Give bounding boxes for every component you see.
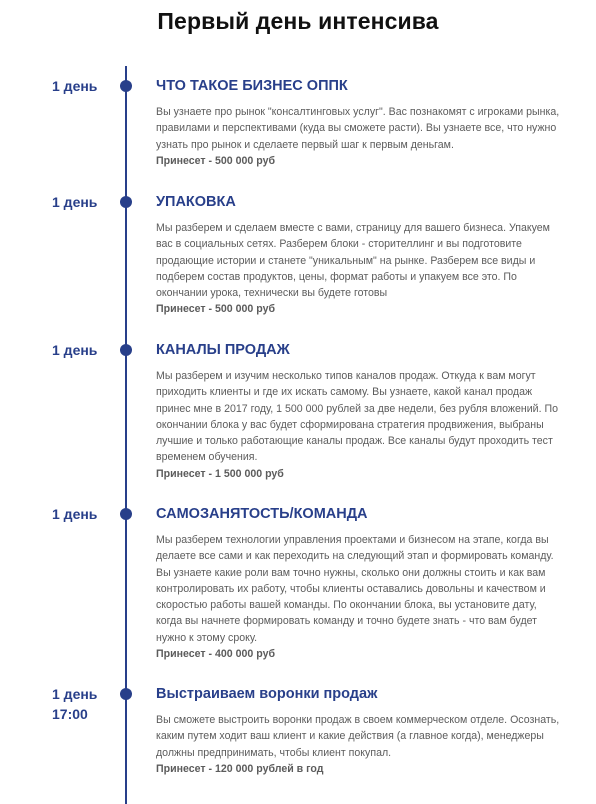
block-description: Вы сможете выстроить воронки продаж в своем коммерческом отделе. Осознать, каким путем ходит ваш клиент и какие действия (а главное когда), менеджеры должны предпринимать, чтобы клиент покупал. xyxy=(156,714,560,759)
block-profit: Принесет - 500 000 руб xyxy=(156,303,275,316)
timeline-dot xyxy=(120,196,132,208)
block-description: Мы разберем и сделаем вместе с вами, страницу для вашего бизнеса. Упакуем вас в социальных сетях. Разберем блоки - сторителлинг и вы подготовите продающие истории и станете "уникальным" на рынке. Разберем все виды и подберем состав продуктов, цены, формат работы и упакуем все это. По окончании урока, технически вы будете готовы xyxy=(156,222,550,300)
timeline-dot xyxy=(120,344,132,356)
timeline-dot xyxy=(120,508,132,520)
timeline-dot xyxy=(120,80,132,92)
block-profit: Принесет - 120 000 рублей в год xyxy=(156,762,324,775)
timeline-day-label: 1 день xyxy=(52,506,98,522)
block-description: Мы разберем и изучим несколько типов каналов продаж. Откуда к вам могут приходить клиенты и где их искать самому. Вы узнаете, какой канал продаж принес мне в 2017 году, 1 500 000 рублей за две недели, без рубля вложений. По окончании блока у вас будет сформирована стратегия продвижения, выбраны лучшие и только работающие каналы продаж. Все каналы будут проходить тест временем обучения. xyxy=(156,370,558,464)
page-title: Первый день интенсива xyxy=(157,8,439,34)
timeline-content xyxy=(156,684,564,777)
block-heading: УПАКОВКА xyxy=(156,194,236,210)
timeline-day-label: 1 день xyxy=(52,342,98,358)
block-profit: Принесет - 400 000 руб xyxy=(156,648,275,661)
block-description: Мы разберем технологии управления проектами и бизнесом на этапе, когда вы делаете все сами и как переходить на следующий этап и формировать команду. Вы узнаете какие роли вам точно нужны, сколько они должны стоить и как вам контролировать их работу, чтобы клиенты оставались довольны и качеством и скоростью работы вашей команды. По окончании блока, вы установите дату, когда вы начнете формировать команду и точно будете знать - что вам будет нужно к этому сроку. xyxy=(156,534,554,644)
timeline-content xyxy=(156,192,564,318)
block-profit: Принесет - 1 500 000 руб xyxy=(156,467,284,480)
block-heading: КАНАЛЫ ПРОДАЖ xyxy=(156,342,290,358)
block-profit: Принесет - 500 000 руб xyxy=(156,154,275,167)
timeline-day-label: 1 день xyxy=(52,78,98,94)
block-heading: САМОЗАНЯТОСТЬ/КОМАНДА xyxy=(156,506,368,522)
timeline-content xyxy=(156,76,564,169)
timeline-dot xyxy=(120,688,132,700)
block-heading: ЧТО ТАКОЕ БИЗНЕС ОППК xyxy=(156,78,348,94)
block-heading: Выстраиваем воронки продаж xyxy=(156,686,378,702)
timeline-day-label: 1 день 17:00 xyxy=(52,686,98,722)
block-description: Вы узнаете про рынок "консалтинговых услуг". Вас познакомят с игроками рынка, правилами и перспективами (куда вы сможете расти). Вы узнаете все, что нужно узнать про рынок и сделаете первый шаг к первым деньгам. xyxy=(156,106,560,151)
timeline-content xyxy=(156,340,564,482)
timeline-day-label: 1 день xyxy=(52,194,98,210)
timeline-content xyxy=(156,504,564,662)
